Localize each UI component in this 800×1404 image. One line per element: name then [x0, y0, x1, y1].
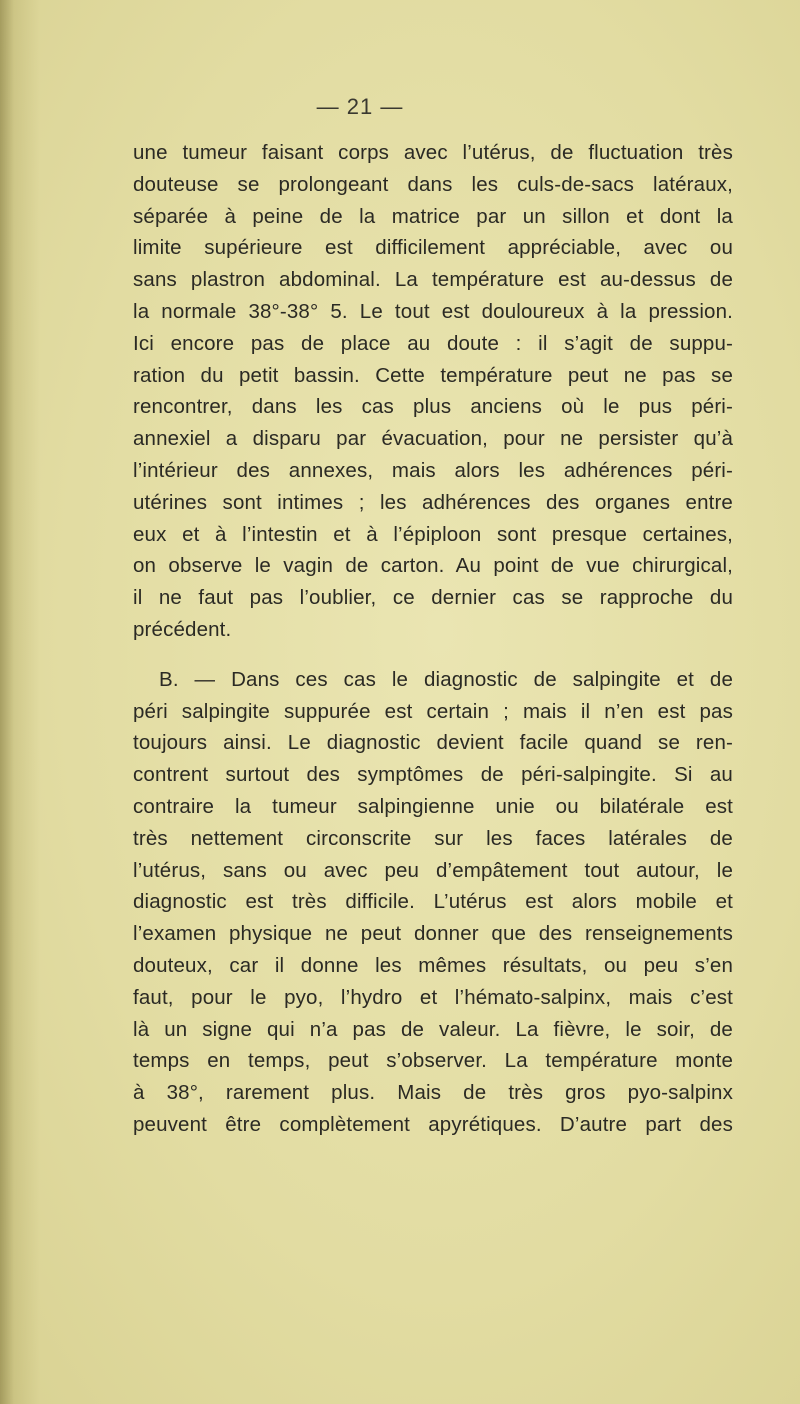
text-line: limite supérieure est difficilement appréciable, avec ou — [133, 236, 733, 260]
text-line: faut, pour le pyo, l’hydro et l’hémato-salpinx, mais c’est — [133, 985, 733, 1009]
text-line: utérines sont intimes ; les adhérences des organes entre — [133, 490, 733, 514]
paragraph-spacer — [133, 646, 733, 664]
text-line: l’examen physique ne peut donner que des renseignements — [133, 922, 733, 946]
text-line: il ne faut pas l’oublier, ce dernier cas se rapproche du — [133, 586, 733, 610]
page-number: — 21 — — [316, 94, 404, 119]
text-line: temps en temps, peut s’observer. La température monte — [133, 1049, 733, 1073]
text-line: précédent. — [133, 617, 232, 641]
text-line: la normale 38°-38° 5. Le tout est douloureux à la pression. — [133, 299, 733, 323]
text-line: séparée à peine de la matrice par un sillon et dont la — [133, 204, 733, 228]
paragraph-2 — [133, 664, 733, 1141]
text-line: Ici encore pas de place au doute : il s’agit de suppu- — [133, 331, 733, 355]
text-line: toujours ainsi. Le diagnostic devient facile quand se ren- — [133, 731, 733, 755]
text-line: péri salpingite suppurée est certain ; mais il n’en est pas — [133, 699, 733, 723]
text-line: l’intérieur des annexes, mais alors les adhérences péri- — [133, 458, 733, 482]
text-line: annexiel a disparu par évacuation, pour ne persister qu’à — [133, 427, 733, 451]
text-line: l’utérus, sans ou avec peu d’empâtement tout autour, le — [133, 858, 733, 882]
text-line: sans plastron abdominal. La température est au-dessus de — [133, 268, 733, 292]
text-line: rencontrer, dans les cas plus anciens où le pus péri- — [133, 395, 733, 419]
text-line: eux et à l’intestin et à l’épiploon sont presque certaines, — [133, 522, 733, 546]
body-text — [133, 137, 733, 1141]
text-line: là un signe qui n’a pas de valeur. La fièvre, le soir, de — [133, 1017, 733, 1041]
text-line: B. — Dans ces cas le diagnostic de salpingite et de — [159, 667, 733, 691]
paragraph-1 — [133, 137, 733, 646]
text-line: peuvent être complètement apyrétiques. D’autre part des — [133, 1112, 733, 1136]
text-line: contraire la tumeur salpingienne unie ou bilatérale est — [133, 794, 733, 818]
text-line: on observe le vagin de carton. Au point de vue chirurgical, — [133, 554, 733, 578]
text-line: une tumeur faisant corps avec l’utérus, de fluctuation très — [133, 141, 733, 164]
text-line: douteux, car il donne les mêmes résultats, ou peu s’en — [133, 953, 733, 977]
text-line: contrent surtout des symptômes de péri-salpingite. Si au — [133, 763, 733, 787]
text-line: très nettement circonscrite sur les faces latérales de — [133, 826, 733, 850]
text-line: diagnostic est très difficile. L’utérus est alors mobile et — [133, 890, 733, 914]
text-line: ration du petit bassin. Cette température peut ne pas se — [133, 363, 733, 387]
text-line: à 38°, rarement plus. Mais de très gros pyo-salpinx — [133, 1081, 733, 1105]
text-line: douteuse se prolongeant dans les culs-de-sacs latéraux, — [133, 172, 733, 196]
